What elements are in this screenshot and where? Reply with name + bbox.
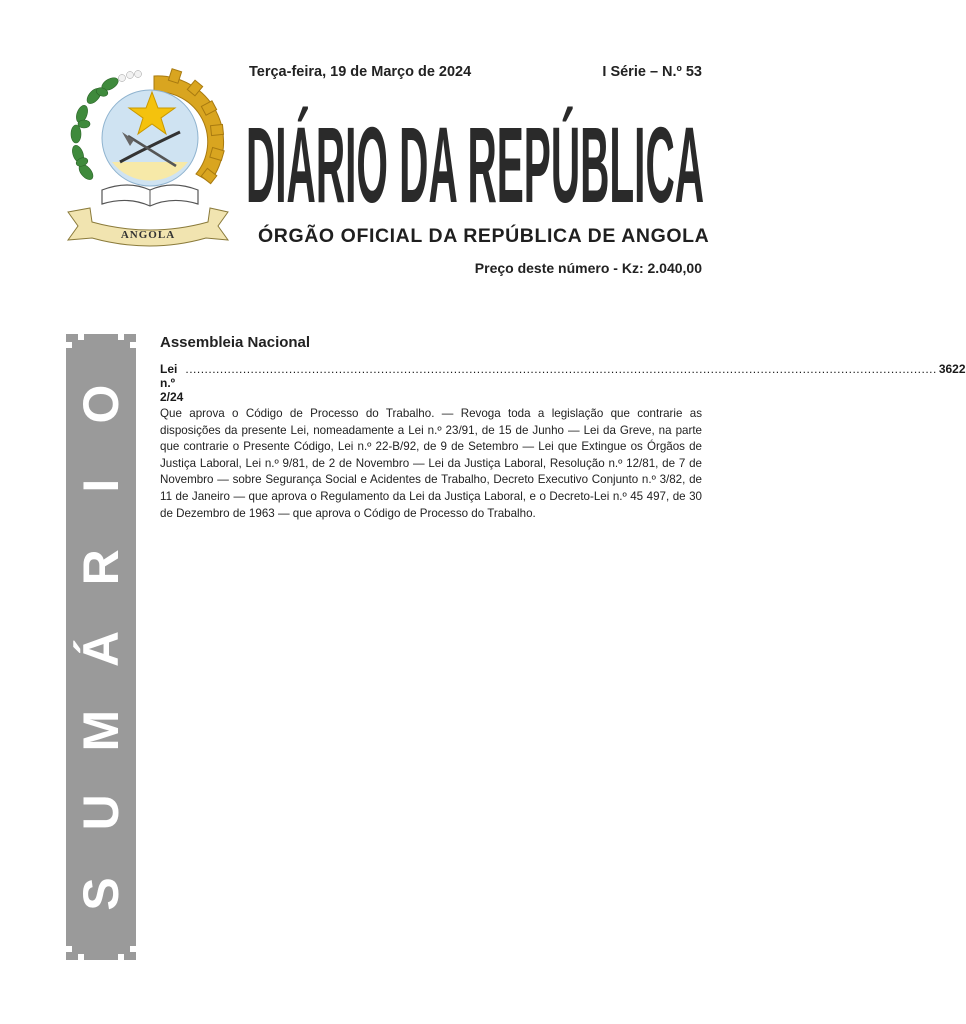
sidebar-letter: R — [73, 549, 129, 586]
section-title: Assembleia Nacional — [160, 334, 311, 351]
sidebar-letter: I — [73, 478, 129, 493]
entry-header — [160, 362, 966, 404]
masthead-text: DIÁRIO DA REPÚBLICA — [246, 104, 704, 225]
issue-price: Preço deste número - Kz: 2.040,00 — [474, 260, 702, 276]
dot-leader: .................................................................................................................................................................................................... — [185, 362, 937, 376]
masthead-subtitle: ÓRGÃO OFICIAL DA REPÚBLICA DE ANGOLA — [258, 225, 710, 247]
sidebar-letter: U — [73, 794, 129, 831]
page-number: 3622 — [938, 362, 966, 376]
masthead-title — [246, 104, 706, 225]
sidebar-letter: O — [73, 384, 129, 424]
summary-sidebar — [66, 334, 136, 960]
sidebar-letter: Á — [73, 630, 129, 668]
entry-description: Que aprova o Código de Processo do Trabalho. — Revoga toda a legislação que contrarie as disposições da presente Lei, nomeadamente a Lei n.º 23/91, de 15 de Junho — Lei da Greve, na parte que contrarie o Presente Código, Lei n.º 22-B/92, de 9 de Setembro — Lei que Extingue os Órgãos de Justiça Laboral, Lei n.º 9/81, de 2 de Novembro — Lei da Justiça Laboral, Resolução n.º 12/81, de 7 de Novembro — sobre Segurança Social e Acidentes de Trabalho, Decreto Executivo Conjunto n.º 3/82, de 11 de Janeiro — que aprova o Regulamento da Lei da Justiça Laboral, e o Decreto-Lei n.º 45 497, de 30 de Dezembro de 1963 — que aprova o Código de Processo do Trabalho. — [160, 407, 702, 520]
summary-content — [160, 334, 966, 522]
summary-entry — [160, 362, 966, 522]
sidebar-letter: S — [73, 877, 129, 911]
issue-series: I Série – N.º 53 — [602, 64, 702, 80]
sidebar-letter: M — [73, 709, 129, 752]
angola-coat-of-arms-icon — [62, 62, 232, 248]
emblem-motto: ANGOLA — [120, 229, 176, 241]
law-link[interactable]: Lei n.º 2/24 — [160, 362, 184, 404]
issue-date: Terça-feira, 19 de Março de 2024 — [249, 64, 472, 80]
